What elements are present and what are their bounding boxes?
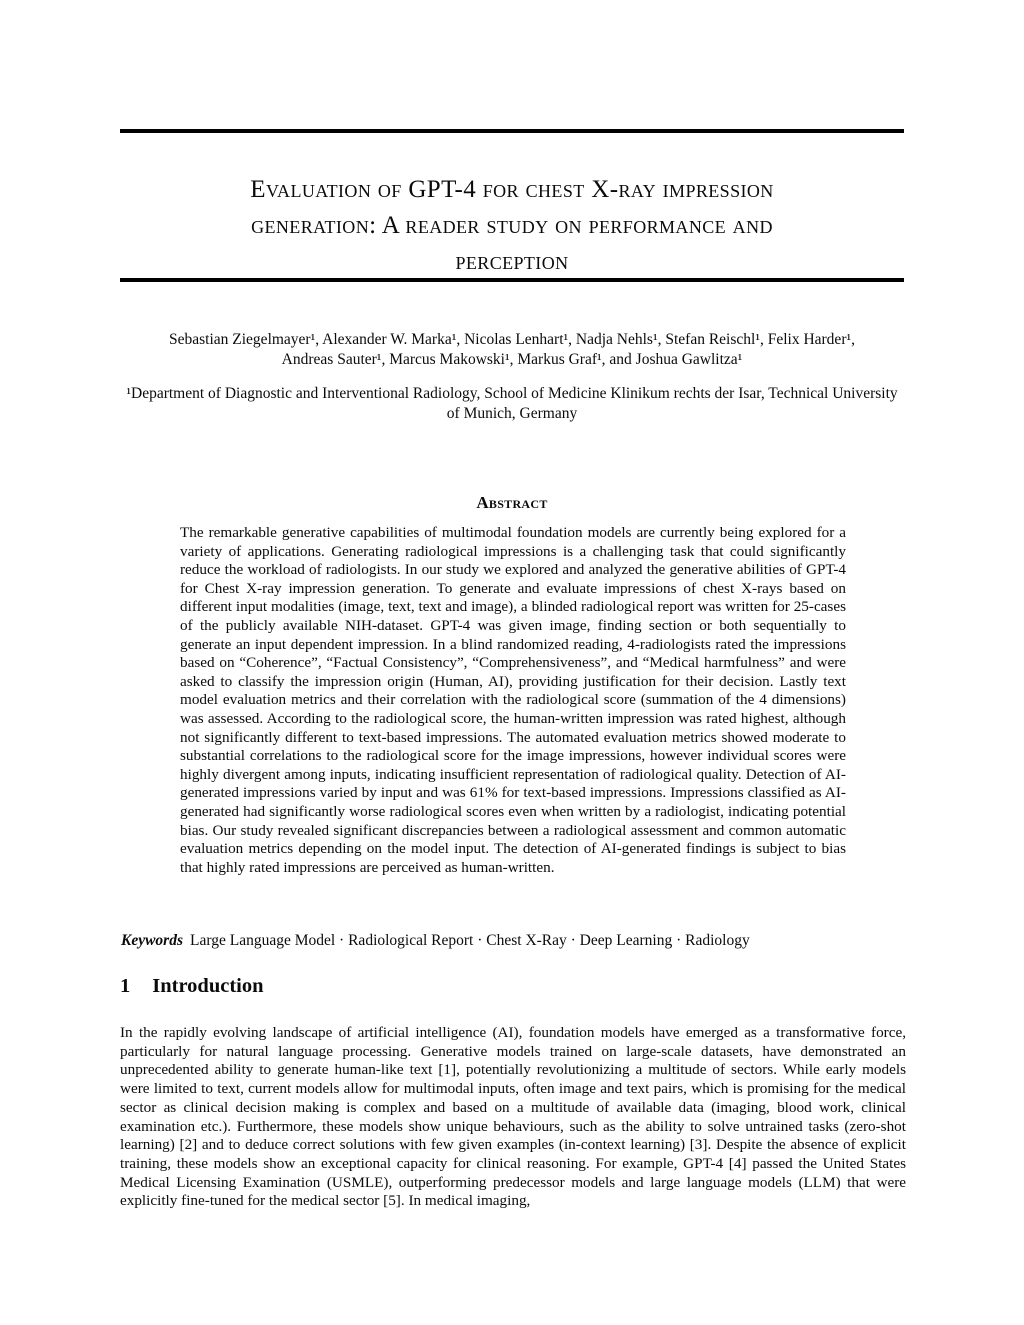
authors-line-1: Sebastian Ziegelmayer¹, Alexander W. Marka¹, Nicolas Lenhart¹, Nadja Nehls¹, Stefan Reischl¹, Felix Harder¹,: [169, 331, 855, 348]
paper-title-line-1: Evaluation of GPT-4 for chest X-ray impression: [250, 175, 774, 203]
title-rule-top: [120, 129, 904, 133]
section-number: 1: [120, 975, 131, 997]
affiliation: ¹Department of Diagnostic and Interventional Radiology, School of Medicine Klinikum rechts der Isar, Technical University of Munich, Germany: [126, 385, 898, 422]
keywords-text: Large Language Model · Radiological Report · Chest X-Ray · Deep Learning · Radiology: [190, 932, 750, 949]
abstract-text: The remarkable generative capabilities of multimodal foundation models are currently being explored for a variety of applications. Generating radiological impressions is a challenging task that could significantly reduce the workload of radiologists. In our study we explored and analyzed the generative abilities of GPT-4 for Chest X-ray impression generation. To generate and evaluate impressions of chest X-rays based on different input modalities (image, text, text and image), a blinded radiological report was written for 25-cases of the publicly available NIH-dataset. GPT-4 was given image, finding section or both sequentially to generate an input dependent impression. In a blind randomized reading, 4-radiologists rated the impressions based on “Coherence”, “Factual Consistency”, “Comprehensiveness”, and “Medical harmfulness” and were asked to classify the impression origin (Human, AI), providing justification for their decision. Lastly text model evaluation metrics and their correlation with the radiological score (summation of the 4 dimensions) was assessed. According to the radiological score, the human-written impression was rated highest, although not significantly different to text-based impressions. The automated evaluation metrics showed moderate to substantial correlations to the radiological score for the image impressions, however individual scores were highly divergent among inputs, indicating insufficient representation of radiological quality. Detection of AI-generated impressions varied by input and was 61% for text-based impressions. Impressions classified as AI-generated had significantly worse radiological scores even when written by a radiologist, indicating potential bias. Our study revealed significant discrepancies between a radiological assessment and common automatic evaluation metrics depending on the model input. The detection of AI-generated findings is subject to bias that highly rated impressions are perceived as human-written.: [180, 524, 846, 876]
author-list: [100, 330, 924, 370]
section-title: Introduction: [152, 975, 264, 997]
authors-line-2: Andreas Sauter¹, Marcus Makowski¹, Markus Graf¹, and Joshua Gawlitza¹: [281, 351, 743, 368]
keywords-line: [121, 931, 905, 950]
paper-title-line-2: generation: A reader study on performance and: [251, 211, 773, 239]
paper-title-line-3: perception: [455, 247, 569, 275]
section-heading-introduction: [120, 975, 904, 998]
title-rule-bottom: [120, 278, 904, 282]
introduction-text: In the rapidly evolving landscape of artificial intelligence (AI), foundation models have emerged as a transformative force, particularly for natural language processing. Generative models trained on large-scale datasets, have demonstrated an unprecedented ability to generate human-like text [1], potentially revolutionizing a multitude of sectors. While early models were limited to text, current models allow for multimodal inputs, often image and text pairs, which is promising for the medical sector as clinical decision making is complex and based on a multitude of available data (imaging, blood work, clinical examination etc.). Furthermore, these models show unique behaviours, such as the ability to solve untrained tasks (zero-shot learning) [2] and to deduce correct solutions with few given examples (in-context learning) [3]. Despite the absence of explicit training, these models show an exceptional capacity for clinical reasoning. For example, GPT-4 [4] passed the United States Medical Licensing Examination (USMLE), outperforming predecessor models and large language models (LLM) that were explicitly fine-tuned for the medical sector [5]. In medical imaging,: [120, 1024, 906, 1210]
keywords-label: Keywords: [121, 932, 183, 949]
paper-title: [120, 172, 904, 280]
abstract-heading: Abstract: [476, 493, 548, 512]
